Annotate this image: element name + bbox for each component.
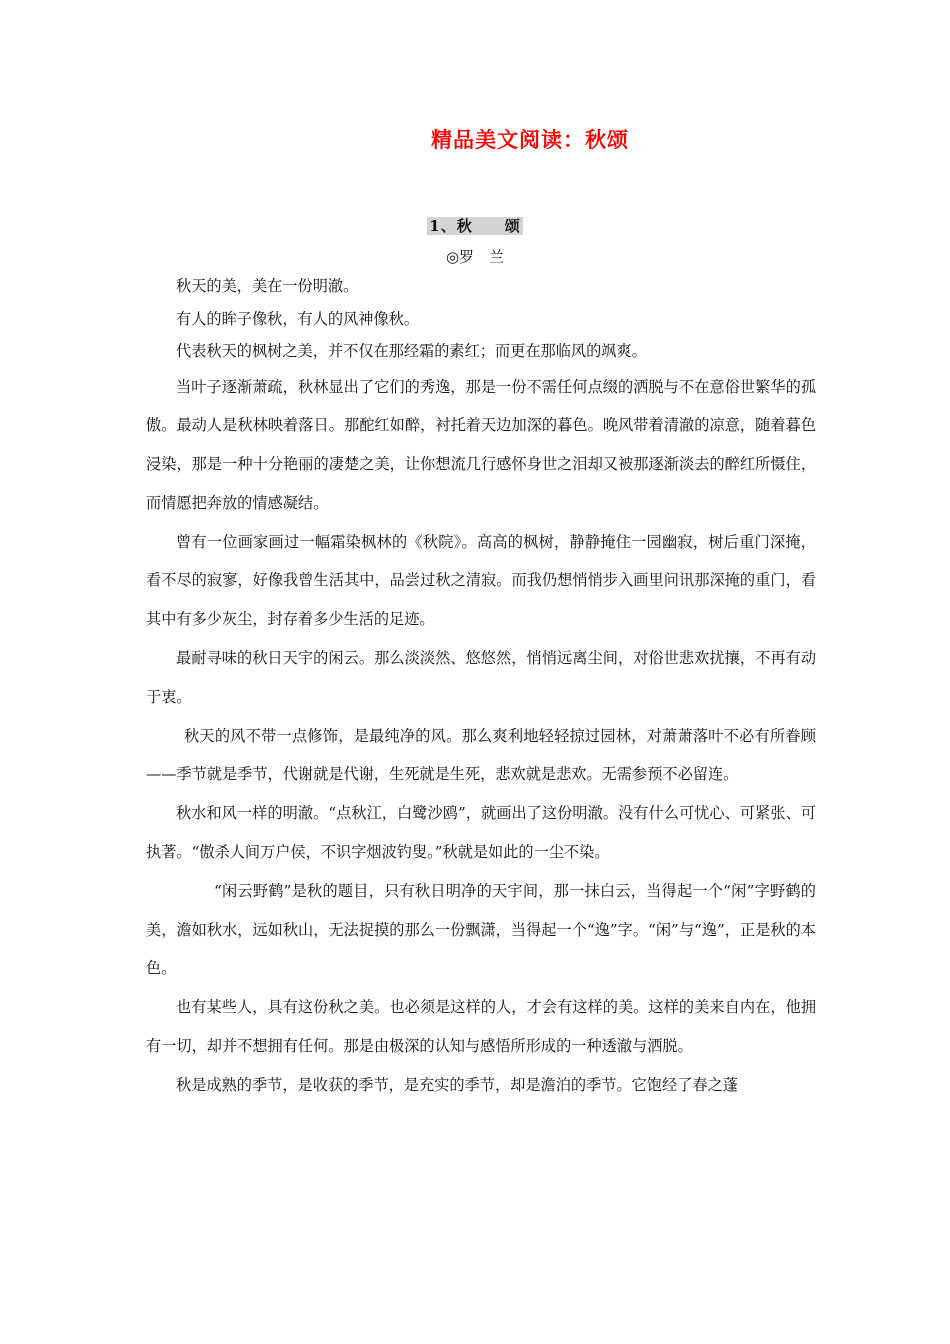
- author-line: ◎罗 兰: [445, 248, 505, 266]
- paragraph: 代表秋天的枫树之美，并不仅在那经霜的素红；而更在那临风的飒爽。: [176, 342, 647, 360]
- paragraph: 也有某些人，具有这份秋之美。也必须是这样的人，才会有这样的美。这样的美来自内在，他拥有一切，却并不想拥有任何。那是由极深的认知与感悟所形成的一种透澈与洒脱。: [146, 998, 816, 1056]
- paragraph: 最耐寻味的秋日天宇的闲云。那么淡淡然、悠悠然，悄悄远离尘间，对俗世悲欢扰攘，不再有动于衷。: [146, 649, 816, 706]
- paragraph: 秋天的风不带一点修饰，是最纯净的风。那么爽利地轻轻掠过园林，对萧萧落叶不必有所眷顾——季节就是季节，代谢就是代谢，生死就是生死，悲欢就是悲欢。无需参预不必留连。: [146, 726, 816, 784]
- paragraph: 曾有一位画家画过一幅霜染枫林的《秋院》。高高的枫树，静静掩住一园幽寂，树后重门深掩，看不尽的寂寥，好像我曾生活其中，品尝过秋之清寂。而我仍想悄悄步入画里问讯那深掩的重门，看其中有多少灰尘，封存着多少生活的足迹。: [146, 532, 816, 629]
- paragraph: 秋天的美，美在一份明澈。: [176, 277, 359, 295]
- article-body: [146, 270, 816, 1105]
- page-title: 精品美文阅读：秋颂: [431, 127, 629, 152]
- section-title: [0, 215, 950, 236]
- paragraph: 有人的眸子像秋，有人的风神像秋。: [176, 309, 419, 328]
- paragraph: 秋是成熟的季节，是收获的季节，是充实的季节，却是澹泊的季节。它饱经了春之蓬: [176, 1075, 738, 1094]
- paragraph: 当叶子逐渐萧疏，秋林显出了它们的秀逸，那是一份不需任何点缀的洒脱与不在意俗世繁华的孤傲。最动人是秋林映着落日。那酡红如醉，衬托着天边加深的暮色。晚风带着清澈的凉意，随着暮色浸染，那是一种十分艳丽的凄楚之美，让你想流几行感怀身世之泪却又被那逐渐淡去的醉红所慑住，而情愿把奔放的情感凝结。: [146, 377, 816, 512]
- section-title-text: 1、秋 颂: [429, 217, 521, 235]
- paragraph: 秋水和风一样的明澈。“点秋江，白鹭沙鸥”，就画出了这份明澈。没有什么可忧心、可紧张、可执著。“傲杀人间万户侯，不识字烟波钓叟。”秋就是如此的一尘不染。: [146, 804, 816, 862]
- paragraph: “闲云野鹤”是秋的题目，只有秋日明净的天宇间，那一抹白云，当得起一个“闲”字野鹤的美，澹如秋水，远如秋山，无法捉摸的那么一份飘潇，当得起一个“逸”字。“闲”与“逸”，正是秋的本色。: [146, 881, 816, 978]
